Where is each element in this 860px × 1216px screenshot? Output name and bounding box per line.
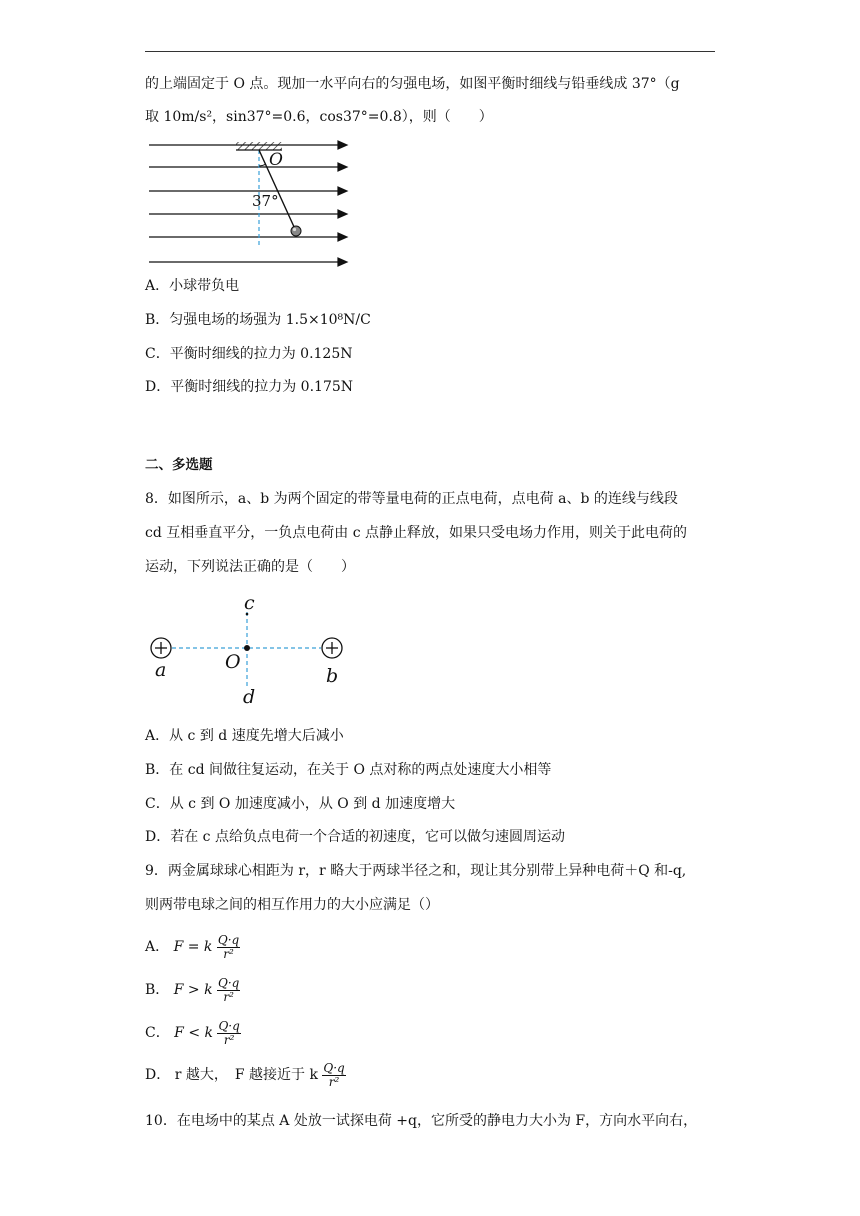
q9-option-b-lhs: F > k (173, 982, 213, 998)
point-o (244, 645, 250, 651)
q9-option-c-label: C． (145, 1025, 170, 1041)
q9-option-b-label: B． (145, 982, 170, 998)
point-o-label: O (269, 150, 283, 170)
q7-option-a: A．小球带负电 (145, 278, 240, 294)
q8-stem-line3: 运动，下列说法正确的是（ ） (145, 559, 355, 575)
section-heading: 二、多选题 (145, 457, 213, 473)
q9-option-b-fraction: $\frac{Q\cdot q}{\text{r²}}$ (218, 975, 240, 1004)
q9-option-d-lhs: r 越大， F 越接近于 k (174, 1067, 318, 1083)
q9-option-b (145, 973, 240, 1007)
q9-option-c (145, 1016, 241, 1050)
q7-stem-line2: 取 10m/s²，sin37°=0.6，cos37°=0.8），则（ ） (145, 109, 493, 125)
q10-stem-line1: 10．在电场中的某点 A 处放一试探电荷 +q，它所受的静电力大小为 F，方向水平向右， (145, 1113, 698, 1129)
angle-label: 37° (252, 192, 279, 210)
q9-option-c-lhs: F < k (174, 1025, 213, 1041)
charged-ball (291, 226, 301, 236)
q9-option-a-fraction: $\frac{Q\cdot q}{\text{r²}}$ (217, 932, 240, 961)
label-c: c (244, 592, 255, 614)
q7-option-c: C．平衡时细线的拉力为 0.125N (145, 346, 353, 362)
charge-b (322, 638, 342, 658)
q8-option-b: B．在 cd 间做往复运动，在关于 O 点对称的两点处速度大小相等 (145, 762, 552, 778)
label-d: d (243, 686, 256, 708)
q8-option-a: A．从 c 到 d 速度先增大后减小 (145, 728, 344, 744)
label-a: a (155, 659, 167, 681)
field-lines (149, 141, 347, 266)
q8-figure-charges (145, 590, 360, 708)
q7-option-d: D．平衡时细线的拉力为 0.175N (145, 379, 354, 395)
q9-option-d (145, 1058, 346, 1092)
q7-figure-field-pendulum (145, 136, 355, 268)
q9-option-a-label: A． (145, 939, 170, 955)
q9-option-d-fraction: $\frac{Q\cdot q}{\text{r²}}$ (323, 1060, 345, 1089)
q7-stem-line1: 的上端固定于 O 点。现加一水平向右的匀强电场，如图平衡时细线与铅垂线成 37°（g (145, 76, 680, 92)
q9-option-c-fraction: $\frac{Q\cdot q}{\text{r²}}$ (218, 1018, 240, 1047)
q8-stem-line1: 8．如图所示，a、b 为两个固定的带等量电荷的正点电荷，点电荷 a、b 的连线与线段 (145, 491, 678, 507)
q8-stem-line2: cd 互相垂直平分，一负点电荷由 c 点静止释放，如果只受电场力作用，则关于此电荷的 (145, 525, 687, 541)
ceiling-support (236, 142, 282, 150)
q9-stem-line2: 则两带电球之间的相互作用力的大小应满足（） (145, 897, 439, 913)
q8-option-c: C．从 c 到 O 加速度减小，从 O 到 d 加速度增大 (145, 796, 456, 812)
q9-stem-line1: 9．两金属球球心相距为 r，r 略大于两球半径之和，现让其分别带上异种电荷＋Q 和-q, (145, 863, 687, 879)
q9-option-d-label: D． (145, 1067, 171, 1083)
angle-arc (259, 164, 266, 166)
header-rule (145, 51, 715, 52)
charge-a (151, 638, 171, 658)
q9-option-a-lhs: F = k (173, 939, 213, 955)
label-o: O (225, 651, 241, 673)
q7-option-b: B．匀强电场的场强为 1.5×10⁸N/C (145, 312, 371, 328)
label-b: b (326, 665, 339, 687)
q9-option-a (145, 930, 240, 964)
q8-option-d: D．若在 c 点给负点电荷一个合适的初速度，它可以做匀速圆周运动 (145, 829, 565, 845)
